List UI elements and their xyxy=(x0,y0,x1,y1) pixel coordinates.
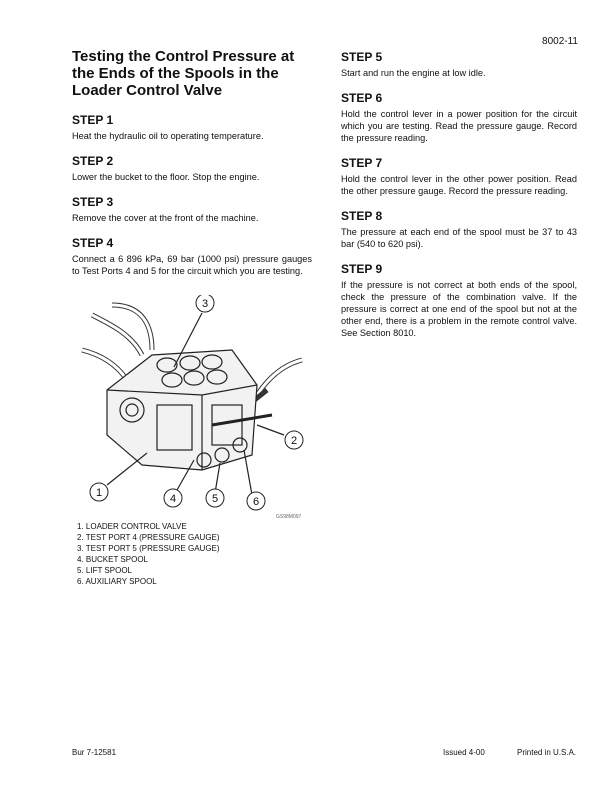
step-text: Start and run the engine at low idle. xyxy=(341,68,486,78)
footer-issued: Issued 4-00 xyxy=(443,748,485,757)
figure-legend xyxy=(77,521,220,587)
step-heading: STEP 2 xyxy=(72,154,114,168)
step-4 xyxy=(72,236,312,277)
figure-code: GS98M097 xyxy=(276,514,302,520)
legend-item: 1. LOADER CONTROL VALVE xyxy=(77,522,187,531)
step-heading: STEP 4 xyxy=(72,236,114,250)
legend-item: 3. TEST PORT 5 (PRESSURE GAUGE) xyxy=(77,544,220,553)
step-7 xyxy=(341,156,577,197)
step-heading: STEP 7 xyxy=(341,156,383,170)
step-text: Remove the cover at the front of the machine. xyxy=(72,213,259,223)
step-text: Connect a 6 896 kPa, 69 bar (1000 psi) pressure gauges to Test Ports 4 and 5 for the circuit which you are testing. xyxy=(72,254,312,276)
legend-item: 5. LIFT SPOOL xyxy=(77,566,132,575)
right-column xyxy=(341,50,577,351)
step-heading: STEP 1 xyxy=(72,113,114,127)
step-text: Hold the control lever in the other power position. Read the other pressure gauge. Record the pressure reading. xyxy=(341,174,577,196)
step-5 xyxy=(341,50,577,79)
step-text: The pressure at each end of the spool must be 37 to 43 bar (540 to 620 psi). xyxy=(341,227,577,249)
callout-1: 1 xyxy=(95,487,103,499)
left-column xyxy=(72,48,312,289)
footer-printed: Printed in U.S.A. xyxy=(517,748,577,757)
step-text: Lower the bucket to the floor. Stop the engine. xyxy=(72,172,260,182)
page-title: Testing the Control Pressure at the Ends of the Spools in the Loader Control Valve xyxy=(72,48,295,99)
step-2 xyxy=(72,154,312,183)
step-text: Heat the hydraulic oil to operating temperature. xyxy=(72,131,264,141)
step-heading: STEP 6 xyxy=(341,91,383,105)
step-1 xyxy=(72,113,312,142)
footer-doc-number: Bur 7-12581 xyxy=(72,748,117,757)
step-8 xyxy=(341,209,577,250)
step-heading: STEP 3 xyxy=(72,195,114,209)
callout-4: 4 xyxy=(169,493,177,505)
step-9 xyxy=(341,262,577,339)
callout-2: 2 xyxy=(290,435,298,447)
page-number: 8002-11 xyxy=(542,36,578,47)
legend-item: 6. AUXILIARY SPOOL xyxy=(77,577,157,586)
callout-3: 3 xyxy=(201,298,209,310)
control-valve-illustration xyxy=(72,295,322,520)
legend-item: 4. BUCKET SPOOL xyxy=(77,555,148,564)
step-3 xyxy=(72,195,312,224)
callout-6: 6 xyxy=(252,496,260,508)
step-text: If the pressure is not correct at both ends of the spool, check the pressure of the combination valve. If the pressure is correct at one end of the spool but not at the other end, there is a problem in the remote control valve. See Section 8010. xyxy=(341,280,577,338)
step-heading: STEP 9 xyxy=(341,262,383,276)
step-6 xyxy=(341,91,577,144)
step-heading: STEP 5 xyxy=(341,50,383,64)
callout-5: 5 xyxy=(211,493,219,505)
legend-item: 2. TEST PORT 4 (PRESSURE GAUGE) xyxy=(77,533,220,542)
step-text: Hold the control lever in a power position for the circuit which you are testing. Read the pressure gauge. Record the pressure reading. xyxy=(341,109,577,143)
step-heading: STEP 8 xyxy=(341,209,383,223)
